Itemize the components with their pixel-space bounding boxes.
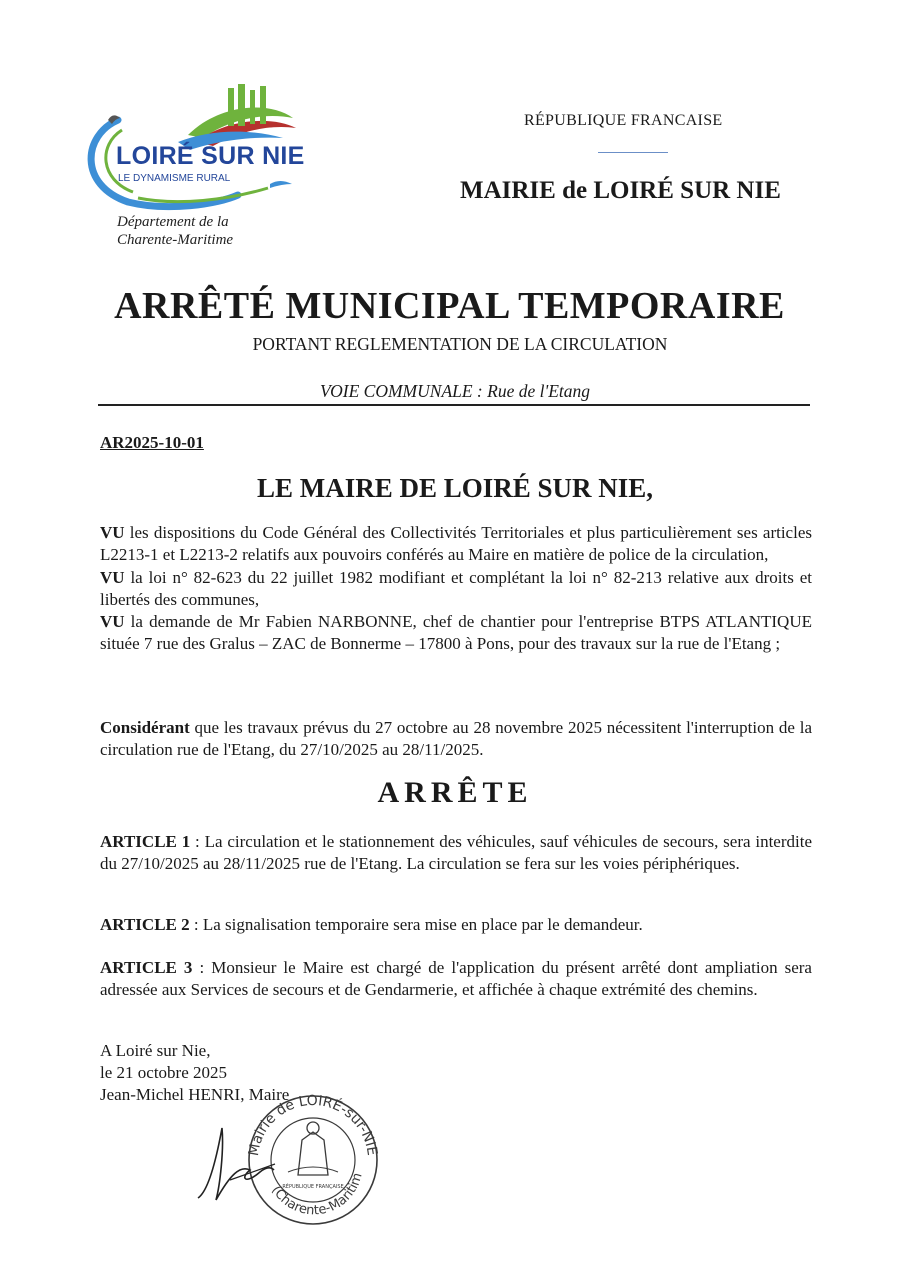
vu-section: [100, 522, 812, 656]
mairie-heading: MAIRIE de LOIRÉ SUR NIE: [460, 177, 781, 204]
signatory-name: Jean-Michel HENRI, Maire: [100, 1085, 290, 1104]
article-3: ARTICLE 3 : Monsieur le Maire est chargé de l'application du présent arrêté dont ampliation sera adressée aux Services de secours et de Gendarmerie, et affichée à chaque extrémité des chemins.: [100, 958, 812, 1000]
stamp-center-text: RÉPUBLIQUE FRANÇAISE: [282, 1184, 344, 1190]
article-2: ARTICLE 2 : La signalisation temporaire sera mise en place par le demandeur.: [100, 915, 643, 934]
logo-subtitle: LE DYNAMISME RURAL: [118, 173, 231, 184]
republique-heading: RÉPUBLIQUE FRANCAISE: [524, 112, 723, 129]
logo-title: LOIRÉ SUR NIE: [116, 142, 305, 170]
considerant-paragraph: Considérant que les travaux prévus du 27 octobre au 28 novembre 2025 nécessitent l'interruption de la circulation rue de l'Etang, du 27/10/2025 au 28/11/2025.: [100, 718, 812, 760]
voie-label: VOIE COMMUNALE : Rue de l'Etang: [319, 381, 591, 401]
divider: [598, 152, 668, 153]
stamp-bottom-text: (Charente-Maritim: [268, 1171, 366, 1219]
reference-number: AR2025-10-01: [100, 433, 204, 452]
article-1: ARTICLE 1 : La circulation et le stationnement des véhicules, sauf véhicules de secours, sera interdite du 27/10/2025 au 28/11/2025 rue de l'Etang. La circulation se fera sur les voies périphériques.: [100, 832, 812, 874]
document-subtitle: PORTANT REGLEMENTATION DE LA CIRCULATION: [252, 334, 668, 354]
document-title: ARRÊTÉ MUNICIPAL TEMPORAIRE: [114, 285, 785, 327]
stamp-graphic: [190, 1080, 390, 1230]
department-label: Département de la Charente-Maritime: [117, 214, 234, 248]
vu-paragraph: VU la loi n° 82-623 du 22 juillet 1982 modifiant et complétant la loi n° 82-213 relative aux droits et libertés des communes,: [100, 567, 812, 609]
vu-paragraph: VU la demande de Mr Fabien NARBONNE, chef de chantier pour l'entreprise BTPS ATLANTIQUE située 7 rue des Gralus – ZAC de Bonnerme – 17800 à Pons, pour des travaux sur la rue de l'Etang ;: [100, 612, 812, 654]
official-stamp: [190, 1080, 390, 1230]
signoff-place: A Loiré sur Nie,: [100, 1041, 211, 1060]
stamp-top-text: Mairie de LOIRÉ-sur-NIE: [245, 1092, 380, 1158]
maire-heading: LE MAIRE DE LOIRÉ SUR NIE,: [256, 473, 654, 503]
vu-paragraph: VU les dispositions du Code Général des Collectivités Territoriales et plus particulièrement ses articles L2213-1 et L2213-2 relatifs aux pouvoirs conférés au Maire en matière de police de la circulation,: [100, 523, 812, 565]
arrete-heading: ARRÊTE: [377, 776, 533, 809]
svg-text:Mairie de LOIRÉ-sur-NIE: [246, 1093, 380, 1157]
commune-logo: [78, 80, 338, 215]
divider: [98, 404, 810, 406]
signoff-date: le 21 octobre 2025: [100, 1063, 227, 1082]
